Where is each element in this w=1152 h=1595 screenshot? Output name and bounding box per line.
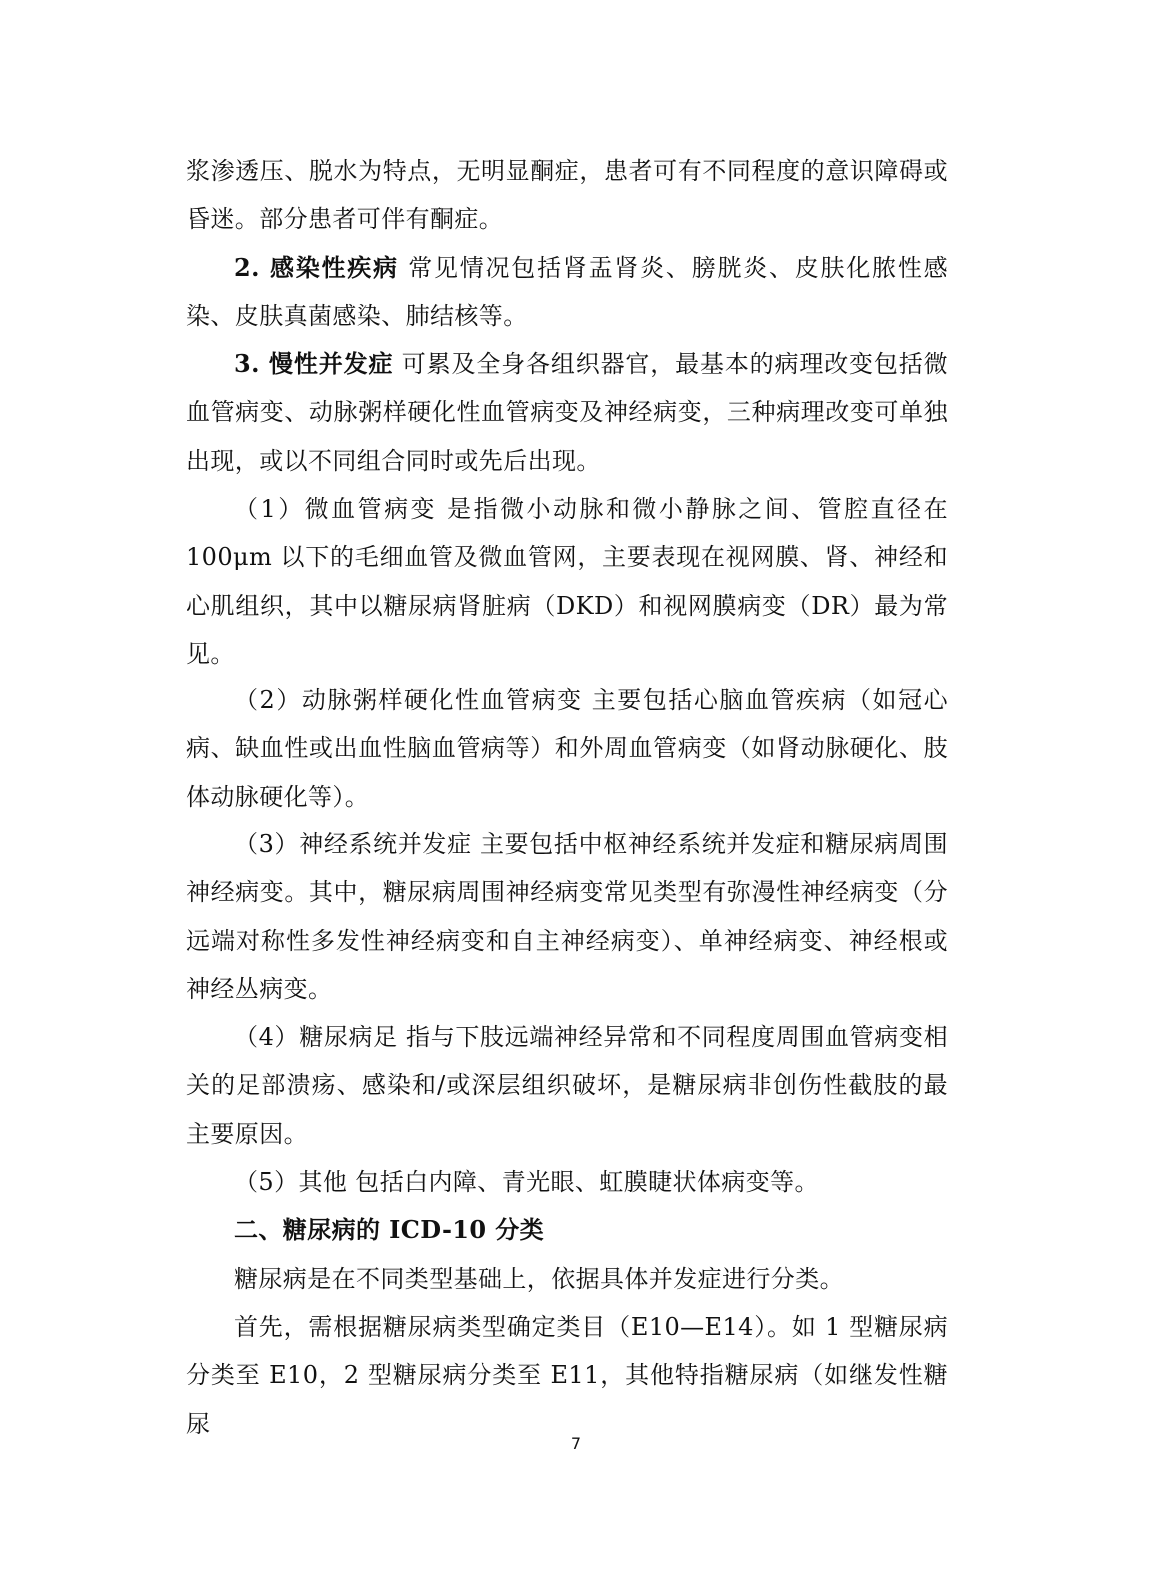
paragraph-atherosclerotic (186, 676, 948, 821)
paragraph-chronic-complications (186, 340, 948, 485)
text-block-middle (186, 676, 948, 821)
paragraph-diabetic-foot (186, 1013, 948, 1158)
paragraph-classification-intro (186, 1255, 948, 1303)
text-block-upper (186, 147, 948, 678)
section-heading-3: 3. 慢性并发症 (234, 349, 394, 379)
section-heading-2: 2. 感染性疾病 (234, 252, 399, 282)
text-block-lower (186, 820, 948, 1448)
paragraph-nervous-system (186, 820, 948, 1013)
page-number: 7 (570, 1434, 582, 1453)
paragraph-microvascular (186, 485, 948, 678)
section-title-icd10 (186, 1206, 948, 1254)
paragraph-text: （5）其他 包括白内障、青光眼、虹膜睫状体病变等。 (234, 1168, 819, 1197)
paragraph-other (186, 1158, 948, 1206)
paragraph-text: 常见情况包括肾盂肾炎、膀胱炎、皮肤化脓性感染、皮肤真菌感染、肺结核等。 (186, 253, 948, 330)
paragraph-text: 浆渗透压、脱水为特点，无明显酮症，患者可有不同程度的意识障碍或昏迷。部分患者可伴有酮症。 (186, 157, 948, 234)
paragraph-text: （3）神经系统并发症 主要包括中枢神经系统并发症和糖尿病周围神经病变。其中，糖尿病周围神经病变常见类型有弥漫性神经病变（分远端对称性多发性神经病变和自主神经病变）、单神经病变、神经根或神经丛病变。 (186, 830, 948, 1003)
paragraph-text: （2）动脉粥样硬化性血管病变 主要包括心脑血管疾病（如冠心病、缺血性或出血性脑血管病等）和外周血管病变（如肾动脉硬化、肢体动脉硬化等）。 (186, 686, 948, 811)
paragraph-infectious-disease (186, 244, 948, 341)
paragraph-text: （1）微血管病变 是指微小动脉和微小静脉之间、管腔直径在 100μm 以下的毛细血管及微血管网，主要表现在视网膜、肾、神经和心肌组织，其中以糖尿病肾脏病（DKD）和视网膜病变（DR）最为常见。 (186, 495, 948, 668)
paragraph-text: 首先，需根据糖尿病类型确定类目（E10—E14）。如 1 型糖尿病分类至 E10，2 型糖尿病分类至 E11，其他特指糖尿病（如继发性糖尿 (186, 1312, 948, 1438)
paragraph-text: 糖尿病是在不同类型基础上，依据具体并发症进行分类。 (234, 1264, 844, 1293)
paragraph-text: （4）糖尿病足 指与下肢远端神经异常和不同程度周围血管病变相关的足部溃疡、感染和/或深层组织破坏，是糖尿病非创伤性截肢的最主要原因。 (186, 1023, 948, 1148)
paragraph-classification-first (186, 1303, 948, 1448)
paragraph-text: 可累及全身各组织器官，最基本的病理改变包括微血管病变、动脉粥样硬化性血管病变及神经病变，三种病理改变可单独出现，或以不同组合同时或先后出现。 (186, 350, 948, 475)
section-heading-icd10: 二、糖尿病的 ICD-10 分类 (234, 1215, 545, 1245)
paragraph-continuation (186, 147, 948, 244)
